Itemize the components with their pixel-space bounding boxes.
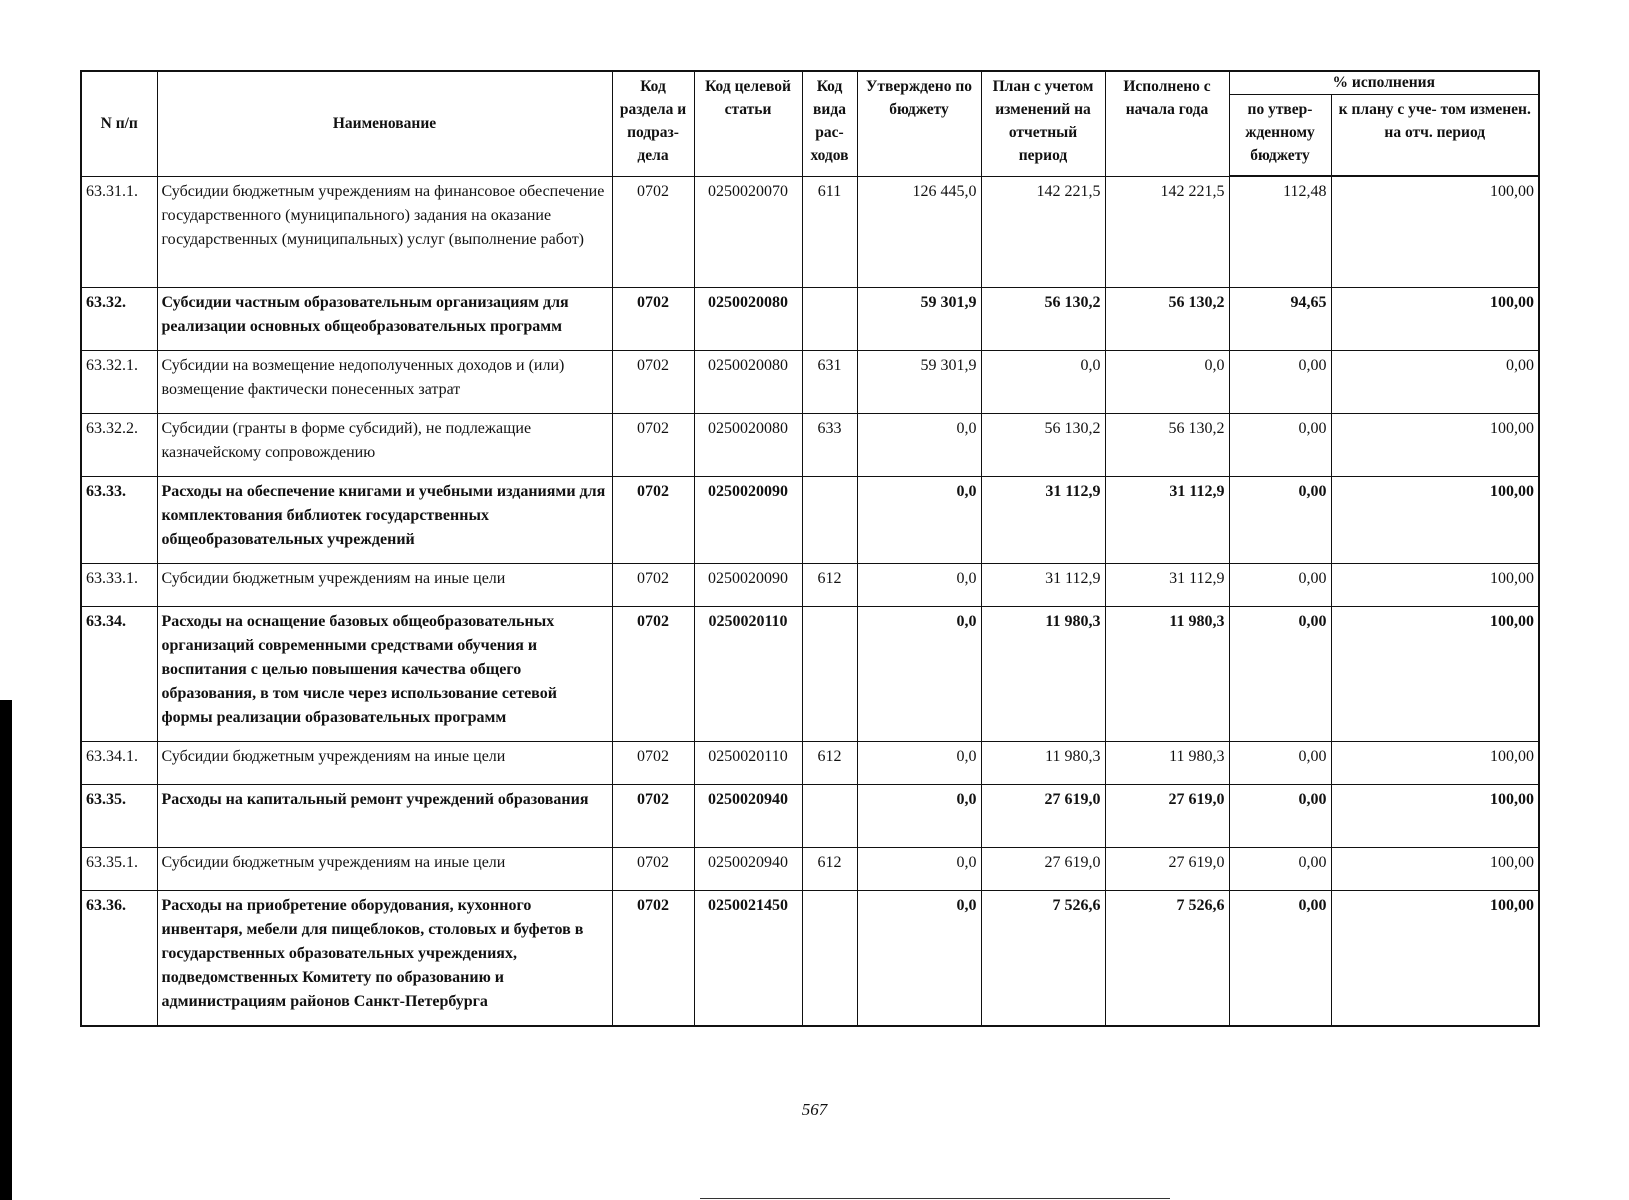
table-row bbox=[81, 607, 1539, 742]
cell-pct-budget: 94,65 bbox=[1229, 288, 1331, 351]
cell-plan: 11 980,3 bbox=[981, 742, 1105, 785]
cell-expense-code: 631 bbox=[802, 351, 857, 414]
cell-section-code: 0702 bbox=[612, 477, 694, 564]
table-row bbox=[81, 288, 1539, 351]
cell-section-code: 0702 bbox=[612, 607, 694, 742]
header-executed: Исполнено с начала года bbox=[1105, 71, 1229, 176]
cell-approved: 0,0 bbox=[857, 607, 981, 742]
cell-pct-plan: 100,00 bbox=[1331, 477, 1539, 564]
cell-name: Расходы на приобретение оборудования, кухонного инвентаря, мебели для пищеблоков, столовых и буфетов в государственных образовательных учреждениях, подведомственных Комитету по образованию и администрациям районов Санкт-Петербурга bbox=[157, 891, 612, 1027]
cell-executed: 7 526,6 bbox=[1105, 891, 1229, 1027]
cell-expense-code: 611 bbox=[802, 176, 857, 288]
cell-target-code: 0250020070 bbox=[694, 176, 802, 288]
cell-approved: 126 445,0 bbox=[857, 176, 981, 288]
cell-approved: 59 301,9 bbox=[857, 288, 981, 351]
cell-pct-budget: 0,00 bbox=[1229, 607, 1331, 742]
cell-section-code: 0702 bbox=[612, 742, 694, 785]
header-name: Наименование bbox=[157, 71, 612, 176]
cell-target-code: 0250020080 bbox=[694, 288, 802, 351]
cell-pct-budget: 0,00 bbox=[1229, 564, 1331, 607]
cell-executed: 11 980,3 bbox=[1105, 742, 1229, 785]
cell-approved: 0,0 bbox=[857, 414, 981, 477]
cell-num: 63.36. bbox=[81, 891, 157, 1027]
cell-pct-plan: 100,00 bbox=[1331, 288, 1539, 351]
table-row bbox=[81, 785, 1539, 848]
cell-approved: 0,0 bbox=[857, 477, 981, 564]
cell-pct-plan: 100,00 bbox=[1331, 414, 1539, 477]
cell-name: Субсидии частным образовательным организациям для реализации основных общеобразовательных программ bbox=[157, 288, 612, 351]
cell-name: Расходы на капитальный ремонт учреждений образования bbox=[157, 785, 612, 848]
cell-expense-code bbox=[802, 607, 857, 742]
cell-expense-code: 612 bbox=[802, 848, 857, 891]
cell-section-code: 0702 bbox=[612, 414, 694, 477]
cell-name: Субсидии бюджетным учреждениям на иные цели bbox=[157, 742, 612, 785]
cell-executed: 56 130,2 bbox=[1105, 414, 1229, 477]
header-plan: План с учетом изменений на отчетный период bbox=[981, 71, 1105, 176]
cell-pct-plan: 100,00 bbox=[1331, 891, 1539, 1027]
cell-plan: 27 619,0 bbox=[981, 785, 1105, 848]
cell-pct-budget: 0,00 bbox=[1229, 785, 1331, 848]
cell-pct-plan: 100,00 bbox=[1331, 785, 1539, 848]
table-row bbox=[81, 176, 1539, 288]
cell-pct-budget: 0,00 bbox=[1229, 891, 1331, 1027]
cell-num: 63.32.2. bbox=[81, 414, 157, 477]
header-percent-group: % исполнения bbox=[1229, 71, 1539, 95]
cell-num: 63.32.1. bbox=[81, 351, 157, 414]
cell-target-code: 0250020090 bbox=[694, 564, 802, 607]
cell-num: 63.34. bbox=[81, 607, 157, 742]
cell-pct-plan: 100,00 bbox=[1331, 564, 1539, 607]
cell-expense-code: 612 bbox=[802, 564, 857, 607]
scan-bottom-line bbox=[700, 1198, 1170, 1199]
cell-num: 63.35.1. bbox=[81, 848, 157, 891]
cell-approved: 0,0 bbox=[857, 891, 981, 1027]
cell-pct-budget: 0,00 bbox=[1229, 477, 1331, 564]
header-section-code: Код раздела и подраз- дела bbox=[612, 71, 694, 176]
cell-section-code: 0702 bbox=[612, 288, 694, 351]
cell-pct-budget: 0,00 bbox=[1229, 848, 1331, 891]
cell-section-code: 0702 bbox=[612, 848, 694, 891]
cell-pct-plan: 100,00 bbox=[1331, 607, 1539, 742]
cell-num: 63.33. bbox=[81, 477, 157, 564]
header-target-code: Код целевой статьи bbox=[694, 71, 802, 176]
table-row bbox=[81, 742, 1539, 785]
cell-pct-plan: 100,00 bbox=[1331, 742, 1539, 785]
cell-num: 63.32. bbox=[81, 288, 157, 351]
cell-plan: 142 221,5 bbox=[981, 176, 1105, 288]
cell-executed: 27 619,0 bbox=[1105, 848, 1229, 891]
cell-pct-budget: 0,00 bbox=[1229, 351, 1331, 414]
cell-approved: 0,0 bbox=[857, 564, 981, 607]
header-percent-plan: к плану с уче- том изменен. на отч. период bbox=[1331, 95, 1539, 177]
table-row bbox=[81, 351, 1539, 414]
cell-section-code: 0702 bbox=[612, 176, 694, 288]
cell-section-code: 0702 bbox=[612, 891, 694, 1027]
cell-target-code: 0250020940 bbox=[694, 848, 802, 891]
cell-executed: 31 112,9 bbox=[1105, 564, 1229, 607]
header-percent-budget: по утвер- жденному бюджету bbox=[1229, 95, 1331, 177]
cell-expense-code: 633 bbox=[802, 414, 857, 477]
cell-executed: 142 221,5 bbox=[1105, 176, 1229, 288]
cell-plan: 31 112,9 bbox=[981, 477, 1105, 564]
cell-plan: 0,0 bbox=[981, 351, 1105, 414]
header-expense-code: Код вида рас- ходов bbox=[802, 71, 857, 176]
cell-section-code: 0702 bbox=[612, 564, 694, 607]
cell-section-code: 0702 bbox=[612, 785, 694, 848]
cell-target-code: 0250020110 bbox=[694, 742, 802, 785]
cell-plan: 31 112,9 bbox=[981, 564, 1105, 607]
cell-expense-code bbox=[802, 477, 857, 564]
cell-target-code: 0250020940 bbox=[694, 785, 802, 848]
cell-approved: 0,0 bbox=[857, 742, 981, 785]
cell-pct-budget: 0,00 bbox=[1229, 742, 1331, 785]
cell-target-code: 0250020080 bbox=[694, 414, 802, 477]
table-row bbox=[81, 564, 1539, 607]
cell-plan: 7 526,6 bbox=[981, 891, 1105, 1027]
cell-target-code: 0250020110 bbox=[694, 607, 802, 742]
cell-expense-code: 612 bbox=[802, 742, 857, 785]
cell-num: 63.31.1. bbox=[81, 176, 157, 288]
cell-plan: 56 130,2 bbox=[981, 414, 1105, 477]
cell-name: Субсидии на возмещение недополученных доходов и (или) возмещение фактически понесенных затрат bbox=[157, 351, 612, 414]
cell-executed: 0,0 bbox=[1105, 351, 1229, 414]
cell-pct-plan: 100,00 bbox=[1331, 176, 1539, 288]
cell-pct-plan: 0,00 bbox=[1331, 351, 1539, 414]
cell-name: Субсидии бюджетным учреждениям на иные цели bbox=[157, 848, 612, 891]
cell-name: Расходы на оснащение базовых общеобразовательных организаций современными средствами обучения и воспитания с целью повышения качества общего образования, в том числе через использование сетевой формы реализации образовательных программ bbox=[157, 607, 612, 742]
cell-target-code: 0250021450 bbox=[694, 891, 802, 1027]
cell-expense-code bbox=[802, 891, 857, 1027]
cell-name: Субсидии бюджетным учреждениям на иные цели bbox=[157, 564, 612, 607]
cell-plan: 11 980,3 bbox=[981, 607, 1105, 742]
cell-expense-code bbox=[802, 288, 857, 351]
cell-approved: 0,0 bbox=[857, 848, 981, 891]
cell-section-code: 0702 bbox=[612, 351, 694, 414]
table-row bbox=[81, 848, 1539, 891]
cell-executed: 27 619,0 bbox=[1105, 785, 1229, 848]
header-num: N п/п bbox=[81, 71, 157, 176]
cell-pct-budget: 112,48 bbox=[1229, 176, 1331, 288]
cell-target-code: 0250020080 bbox=[694, 351, 802, 414]
cell-pct-plan: 100,00 bbox=[1331, 848, 1539, 891]
table-row bbox=[81, 477, 1539, 564]
cell-pct-budget: 0,00 bbox=[1229, 414, 1331, 477]
table-body bbox=[81, 176, 1539, 1026]
cell-name: Субсидии бюджетным учреждениям на финансовое обеспечение государственного (муниципального) задания на оказание государственных (муниципальных) услуг (выполнение работ) bbox=[157, 176, 612, 288]
table-header bbox=[81, 71, 1539, 176]
header-approved: Утверждено по бюджету bbox=[857, 71, 981, 176]
cell-target-code: 0250020090 bbox=[694, 477, 802, 564]
scan-edge-bar bbox=[0, 700, 12, 1200]
cell-expense-code bbox=[802, 785, 857, 848]
cell-num: 63.34.1. bbox=[81, 742, 157, 785]
table-row bbox=[81, 414, 1539, 477]
cell-plan: 56 130,2 bbox=[981, 288, 1105, 351]
budget-execution-table bbox=[80, 70, 1540, 1027]
cell-executed: 31 112,9 bbox=[1105, 477, 1229, 564]
cell-executed: 11 980,3 bbox=[1105, 607, 1229, 742]
cell-name: Субсидии (гранты в форме субсидий), не подлежащие казначейскому сопровождению bbox=[157, 414, 612, 477]
cell-approved: 59 301,9 bbox=[857, 351, 981, 414]
cell-plan: 27 619,0 bbox=[981, 848, 1105, 891]
cell-name: Расходы на обеспечение книгами и учебными изданиями для комплектования библиотек государственных общеобразовательных учреждений bbox=[157, 477, 612, 564]
document-page bbox=[80, 70, 1538, 1027]
table-row bbox=[81, 891, 1539, 1027]
cell-num: 63.35. bbox=[81, 785, 157, 848]
cell-executed: 56 130,2 bbox=[1105, 288, 1229, 351]
cell-approved: 0,0 bbox=[857, 785, 981, 848]
page-number: 567 bbox=[801, 1100, 828, 1119]
cell-num: 63.33.1. bbox=[81, 564, 157, 607]
